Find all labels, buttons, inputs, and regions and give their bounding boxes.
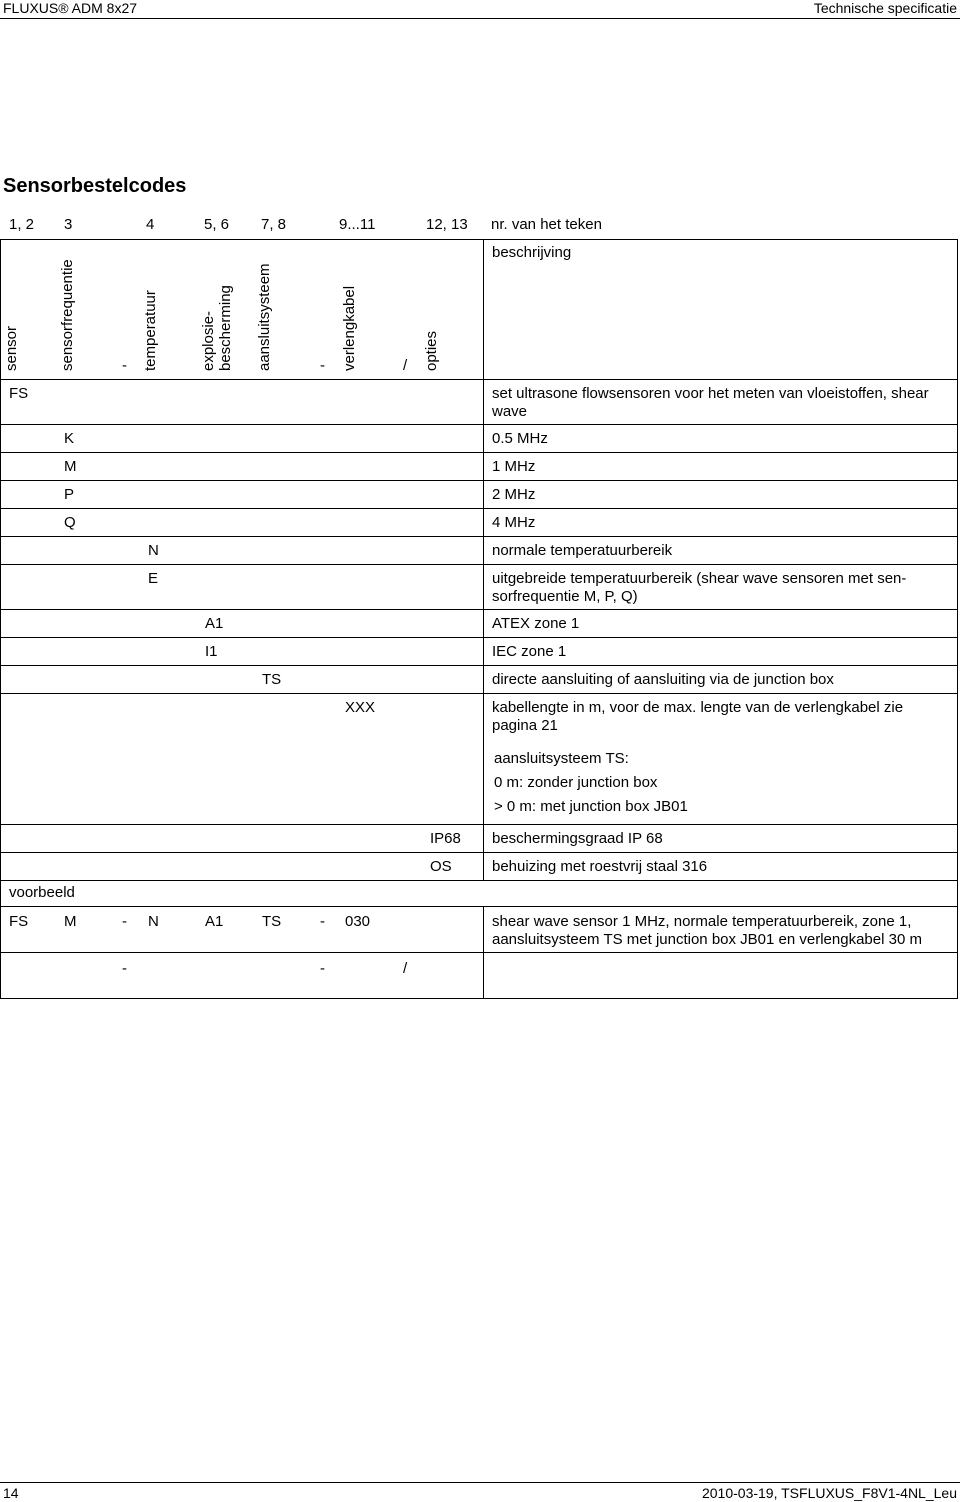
- example-separator: -: [122, 960, 127, 977]
- code-cell: OS: [430, 858, 452, 875]
- header-section-title: Technische specificatie: [813, 0, 957, 16]
- example-code: TS: [262, 913, 282, 930]
- page-title: Sensorbestelcodes: [3, 175, 187, 197]
- column-header-explosiebescherming: explosie- bescherming: [200, 285, 234, 371]
- code-cell: N: [148, 542, 159, 559]
- example-code: 030: [345, 913, 371, 930]
- description-cell: 1 MHz: [492, 458, 536, 475]
- position-label: nr. van het teken: [491, 216, 602, 233]
- example-separator: -: [320, 960, 325, 977]
- position-label: 12, 13: [426, 216, 468, 233]
- example-code: -: [122, 913, 127, 930]
- column-header-sensor: sensor: [3, 325, 20, 371]
- column-header-aansluitsysteem: aansluitsysteem: [256, 263, 273, 371]
- footer-rule: [0, 1482, 960, 1483]
- code-cell: I1: [205, 643, 218, 660]
- description-cell: set ultrasone flowsensoren voor het meten van vloeistoffen, shear wave: [492, 385, 929, 420]
- page-number: 14: [3, 1485, 19, 1501]
- code-cell: IP68: [430, 830, 461, 847]
- example-code: A1: [205, 913, 224, 930]
- description-cell: beschermingsgraad IP 68: [492, 830, 663, 847]
- note-title: aansluitsysteem TS:: [494, 750, 629, 767]
- column-header-verlengkabel: verlengkabel: [341, 285, 358, 371]
- position-label: 1, 2: [9, 216, 35, 233]
- example-code: M: [64, 913, 77, 930]
- column-separator: -: [320, 357, 325, 374]
- example-code: -: [320, 913, 325, 930]
- position-label: 5, 6: [204, 216, 230, 233]
- code-cell: M: [64, 458, 77, 475]
- position-label: 3: [64, 216, 73, 233]
- column-header-opties: opties: [423, 330, 440, 371]
- description-cell: 2 MHz: [492, 486, 536, 503]
- note-line: > 0 m: met junction box JB01: [494, 798, 688, 815]
- code-cell: FS: [9, 385, 29, 402]
- code-cell: TS: [262, 671, 282, 688]
- header-rule: [0, 18, 960, 19]
- position-label: 7, 8: [261, 216, 287, 233]
- position-label: 9...11: [339, 216, 376, 233]
- description-cell: directe aansluiting of aansluiting via de junction box: [492, 671, 834, 688]
- header-doc-title: FLUXUS® ADM 8x27: [3, 0, 138, 16]
- column-header-sensorfrequentie: sensorfrequentie: [59, 259, 76, 371]
- description-cell: uitgebreide temperatuurbereik (shear wave sensoren met sen-sorfrequentie M, P, Q): [492, 570, 907, 605]
- example-description: shear wave sensor 1 MHz, normale temperatuurbereik, zone 1, aansluitsysteem TS met junction box JB01 en verlengkabel 30 m: [492, 913, 922, 948]
- description-cell: 0.5 MHz: [492, 430, 548, 447]
- code-cell: K: [64, 430, 75, 447]
- column-separator: -: [122, 357, 127, 374]
- example-separator: /: [403, 960, 408, 977]
- description-cell: kabellengte in m, voor de max. lengte van de verlengkabel zie pagina 21: [492, 699, 904, 734]
- position-label: 4: [146, 216, 155, 233]
- document-reference: 2010-03-19, TSFLUXUS_F8V1-4NL_Leu: [701, 1485, 957, 1501]
- column-separator: /: [403, 357, 408, 374]
- description-cell: behuizing met roestvrij staal 316: [492, 858, 708, 875]
- note-line: 0 m: zonder junction box: [494, 774, 658, 791]
- column-header-beschrijving: beschrijving: [492, 244, 572, 261]
- example-label: voorbeeld: [9, 884, 75, 901]
- code-cell: E: [148, 570, 159, 587]
- example-code: FS: [9, 913, 29, 930]
- code-cell: A1: [205, 615, 224, 632]
- description-cell: 4 MHz: [492, 514, 536, 531]
- description-cell: ATEX zone 1: [492, 615, 580, 632]
- code-cell: Q: [64, 514, 76, 531]
- example-code: N: [148, 913, 159, 930]
- description-cell: normale temperatuurbereik: [492, 542, 673, 559]
- code-cell: P: [64, 486, 75, 503]
- column-header-temperatuur: temperatuur: [142, 290, 159, 371]
- description-cell: IEC zone 1: [492, 643, 567, 660]
- code-cell: XXX: [345, 699, 376, 716]
